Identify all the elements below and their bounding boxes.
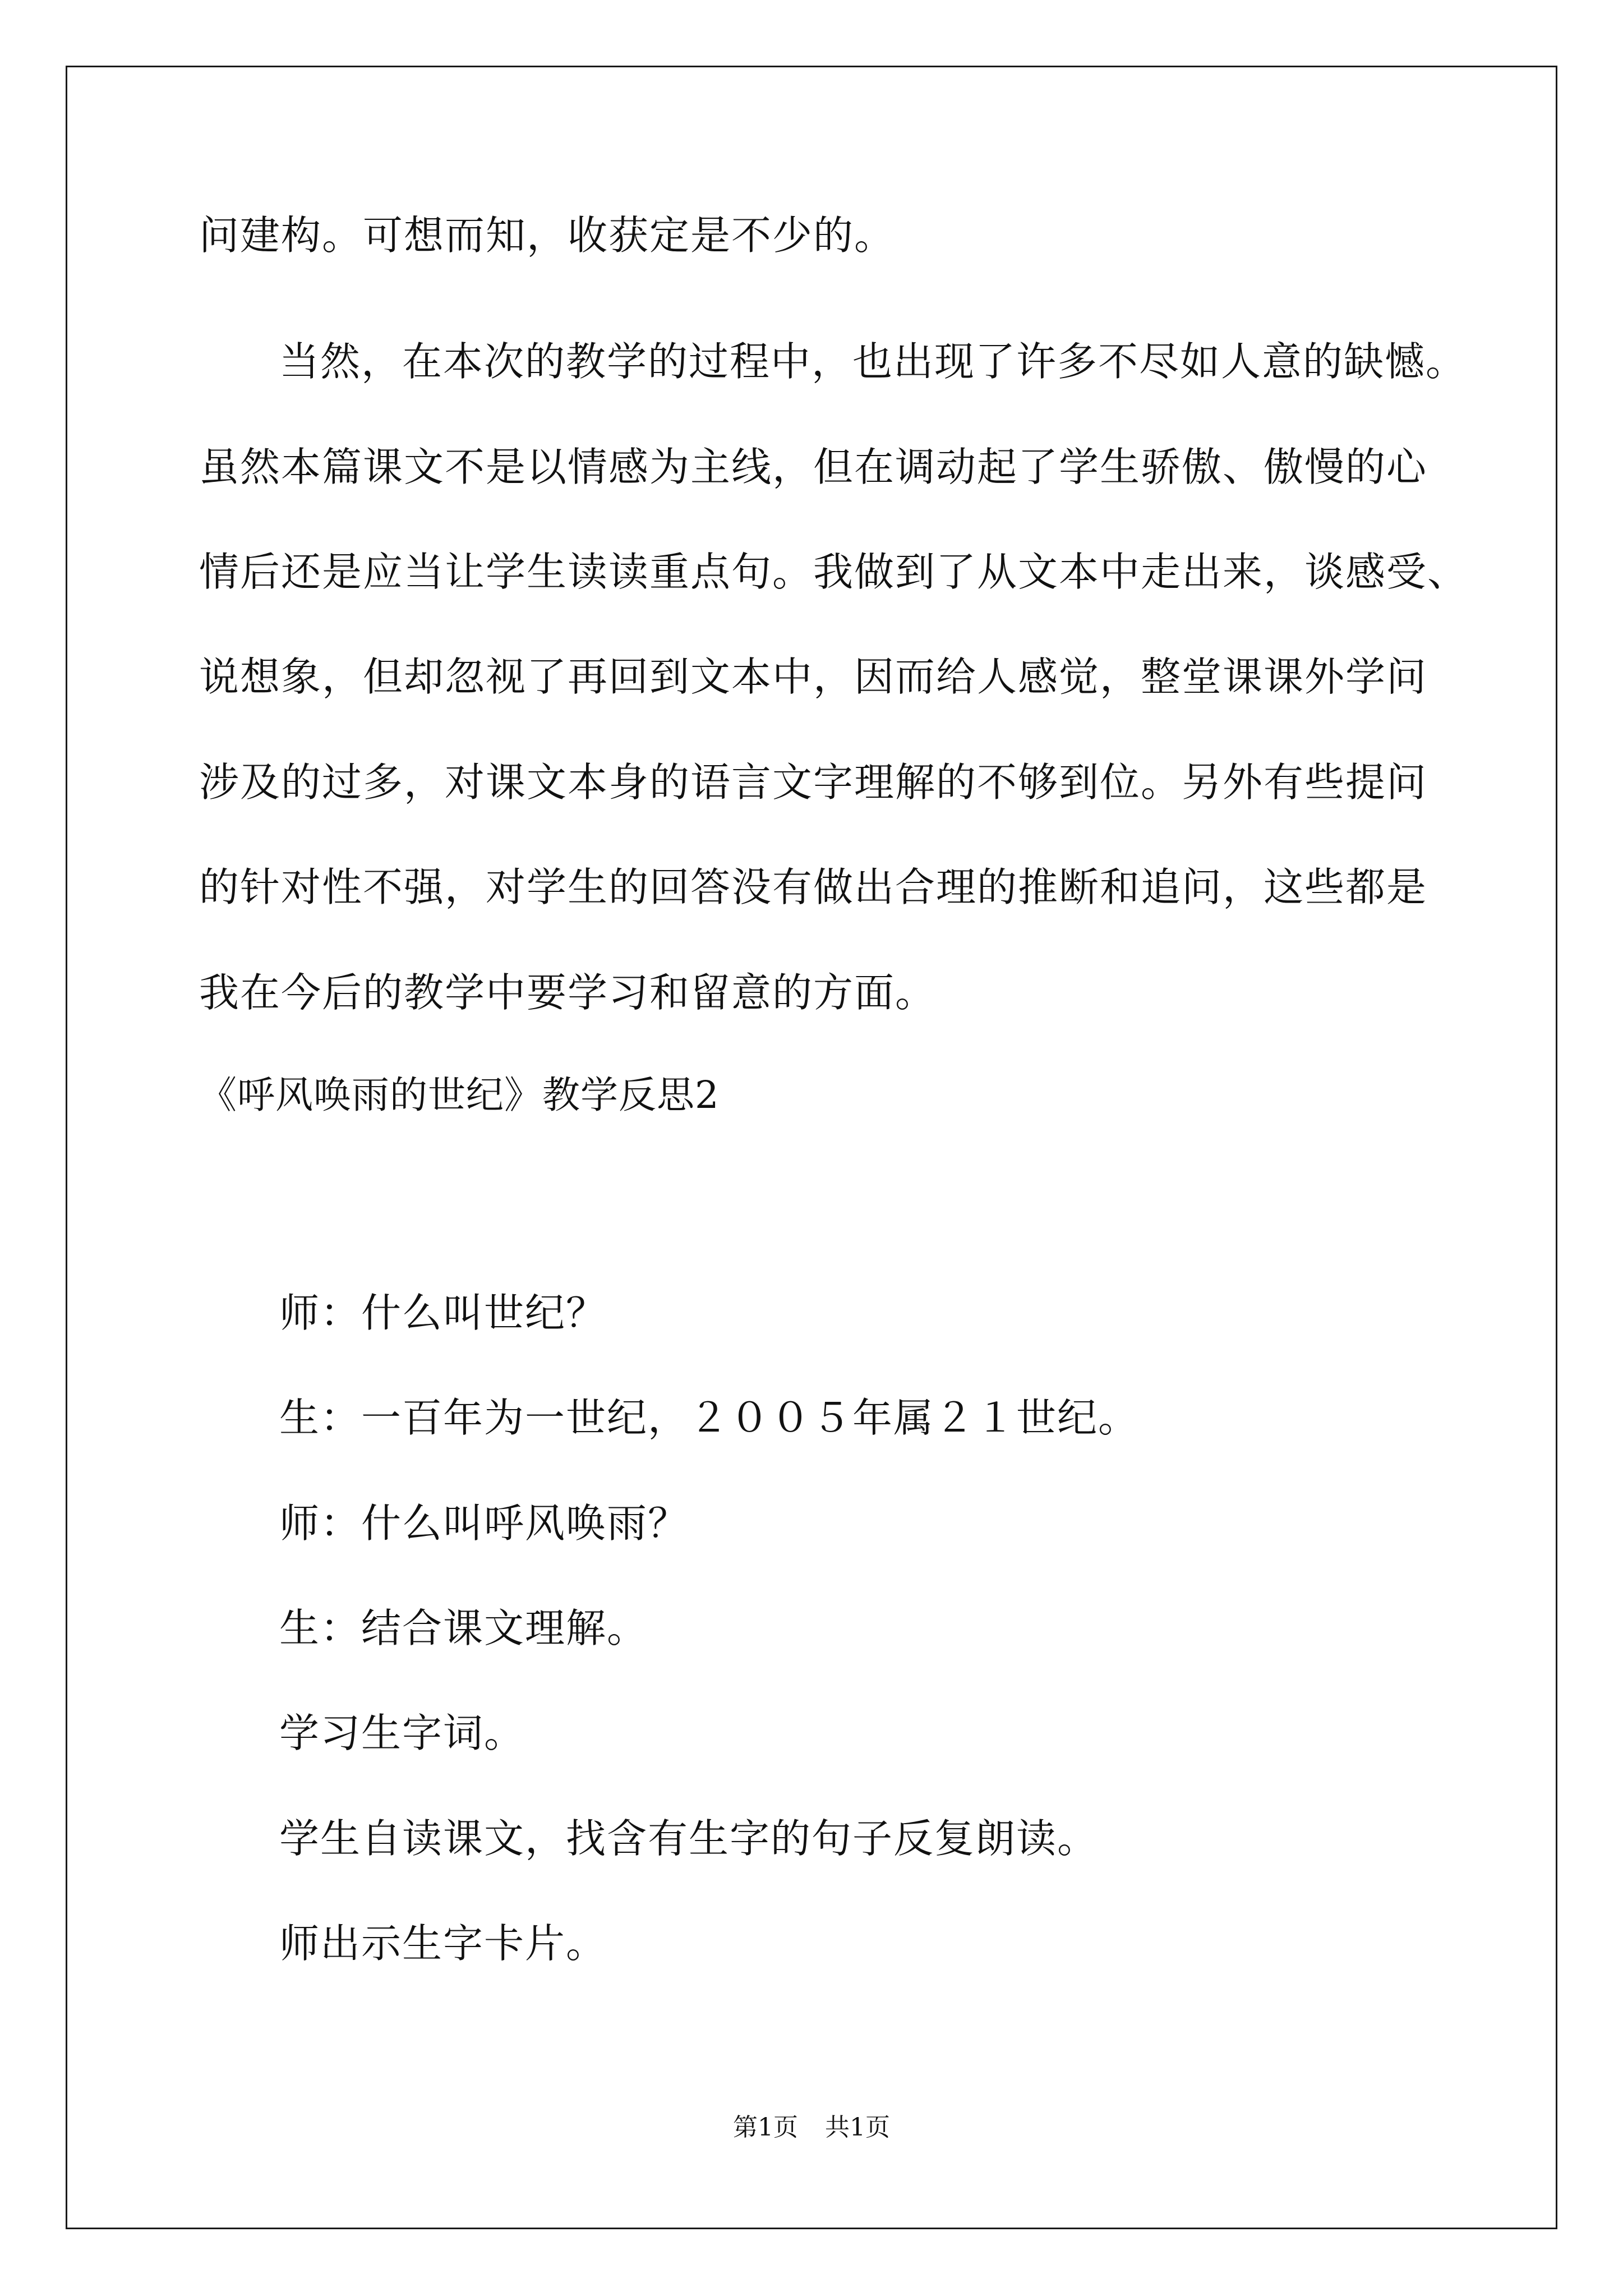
page-footer (0, 2111, 1623, 2145)
paragraph-2-line-2: 虽然本篇课文不是以情感为主线，但在调动起了学生骄傲、傲慢的心 (199, 444, 1428, 490)
paragraph-2-line-3: 情后还是应当让学生读读重点句。我做到了从文本中走出来，谈感受、 (199, 549, 1469, 595)
dialogue-line-3: 师：什么叫呼风唤雨？ (279, 1500, 689, 1547)
page-border (66, 66, 1557, 2229)
section-title: 《呼风唤雨的世纪》教学反思2 (199, 1073, 720, 1117)
paragraph-2-line-1: 当然，在本次的教学的过程中，也出现了许多不尽如人意的缺憾。 (279, 338, 1467, 385)
dialogue-line-5: 学习生字词。 (279, 1710, 525, 1756)
dialogue-line-7: 师出示生字卡片。 (279, 1920, 607, 1967)
dialogue-line-2: 生：一百年为一世纪，２００５年属２１世纪。 (279, 1395, 1140, 1441)
paragraph-2-line-7: 我在今后的教学中要学习和留意的方面。 (199, 969, 937, 1016)
dialogue-line-1: 师：什么叫世纪？ (279, 1290, 607, 1336)
paragraph-2-line-4: 说想象，但却忽视了再回到文本中，因而给人感觉，整堂课课外学问 (199, 654, 1428, 700)
dialogue-line-4: 生：结合课文理解。 (279, 1605, 648, 1651)
page-number: 第1页 (733, 2113, 798, 2142)
paragraph-1-line-1: 问建构。可想而知，收获定是不少的。 (199, 212, 896, 259)
paragraph-2-line-5: 涉及的过多，对课文本身的语言文字理解的不够到位。另外有些提问 (199, 759, 1428, 806)
page-total: 共1页 (825, 2113, 890, 2142)
paragraph-2-line-6: 的针对性不强，对学生的回答没有做出合理的推断和追问，这些都是 (199, 864, 1428, 910)
dialogue-line-6: 学生自读课文，找含有生字的句子反复朗读。 (279, 1815, 1099, 1862)
